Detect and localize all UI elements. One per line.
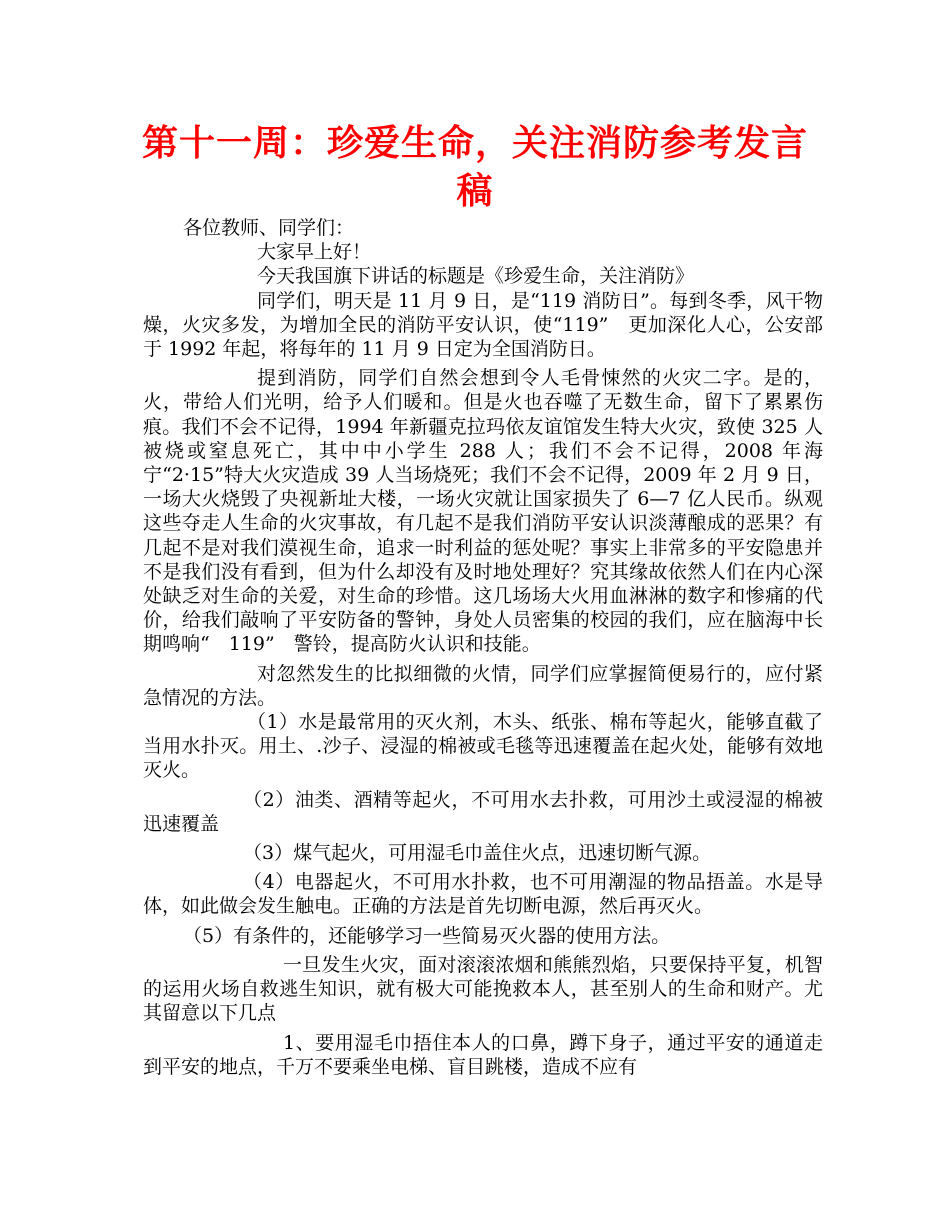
fire-disasters-paragraph: 提到消防，同学们自然会想到令人毛骨悚然的火灾二字。是的，火，带给人们光明，给予人们暖和。但是火也吞噬了无数生命，留下了累累伤痕。我们不会不记得，1994 年新疆克拉玛依友谊馆发生特大火灾，致使 325 人被烧或窒息死亡，其中中小学生 288 人；我们不会不记得，2008 年海宁“2·15”特大火灾造成 39 人当场烧死；我们不会不记得，2009 年 2 月 9 日，一场大火烧毁了央视新址大楼，一场火灾就让国家损失了 6—7 亿人民币。纵观这些夺走人生命的火灾事故，有几起不是我们消防平安认识淡薄酿成的恶果？有几起不是对我们漠视生命，追求一时利益的惩处呢？事实上非常多的平安隐患并不是我们没有看到，但为什么却没有及时地处理好？究其缘故依然人们在内心深处缺乏对生命的关爱，对生命的珍惜。这几场场大火用血淋淋的数字和惨痛的代价，给我们敲响了平安防备的警钟，身处人员密集的校园的我们，应在脑海中长期鸣响“ 119” 警铃，提高防火认识和技能。	[143, 367, 823, 656]
method-2-paragraph: （2）油类、酒精等起火，不可用水去扑救，可用沙土或浸湿的棉被迅速覆盖	[143, 788, 823, 835]
escape-intro-paragraph: 一旦发生火灾，面对滚滚浓烟和熊熊烈焰，只要保持平复，机智的运用火场自救逃生知识，就有极大可能挽救本人，甚至别人的生命和财产。尤其留意以下几点	[143, 953, 823, 1025]
morning-paragraph: 大家早上好！	[257, 241, 372, 264]
fire-day-paragraph: 同学们，明天是 11 月 9 日，是“119 消防日”。每到冬季，风干物燥，火灾多发，为增加全民的消防平安认识，使“119” 更加深化人心，公安部于 1992 年起，将每年的 11 月 9 日定为全国消防日。	[143, 289, 823, 361]
document-body	[143, 216, 823, 1079]
greeting-paragraph: 各位教师、同学们：	[183, 217, 355, 239]
escape-point-1-paragraph: 1、要用湿毛巾捂住本人的口鼻，蹲下身子，通过平安的通道走到平安的地点，千万不要乘坐电梯、盲目跳楼，造成不应有	[143, 1031, 823, 1078]
method-5-paragraph: （5）有条件的，还能够学习一些简易灭火器的使用方法。	[183, 924, 671, 947]
method-1-paragraph: （1）水是最常用的灭火剂，木头、纸张、棉布等起火，能够直截了当用水扑灭。用土、.沙子、浸湿的棉被或毛毯等迅速覆盖在起火处，能够有效地灭火。	[143, 711, 823, 782]
topic-paragraph: 今天我国旗下讲话的标题是《珍爱生命，关注消防》	[257, 265, 695, 288]
method-3-paragraph: （3）煤气起火，可用湿毛巾盖住火点，迅速切断气源。	[243, 842, 712, 865]
small-fire-methods-paragraph: 对忽然发生的比拟细微的火情，同学们应掌握简便易行的，应付紧急情况的方法。	[143, 662, 823, 709]
document-title: 第十一周：珍爱生命，关注消防参考发言稿	[141, 123, 808, 212]
method-4-paragraph: （4）电器起火，不可用水扑救，也不可用潮湿的物品捂盖。水是导体，如此做会发生触电。正确的方法是首先切断电源，然后再灭火。	[143, 871, 823, 918]
